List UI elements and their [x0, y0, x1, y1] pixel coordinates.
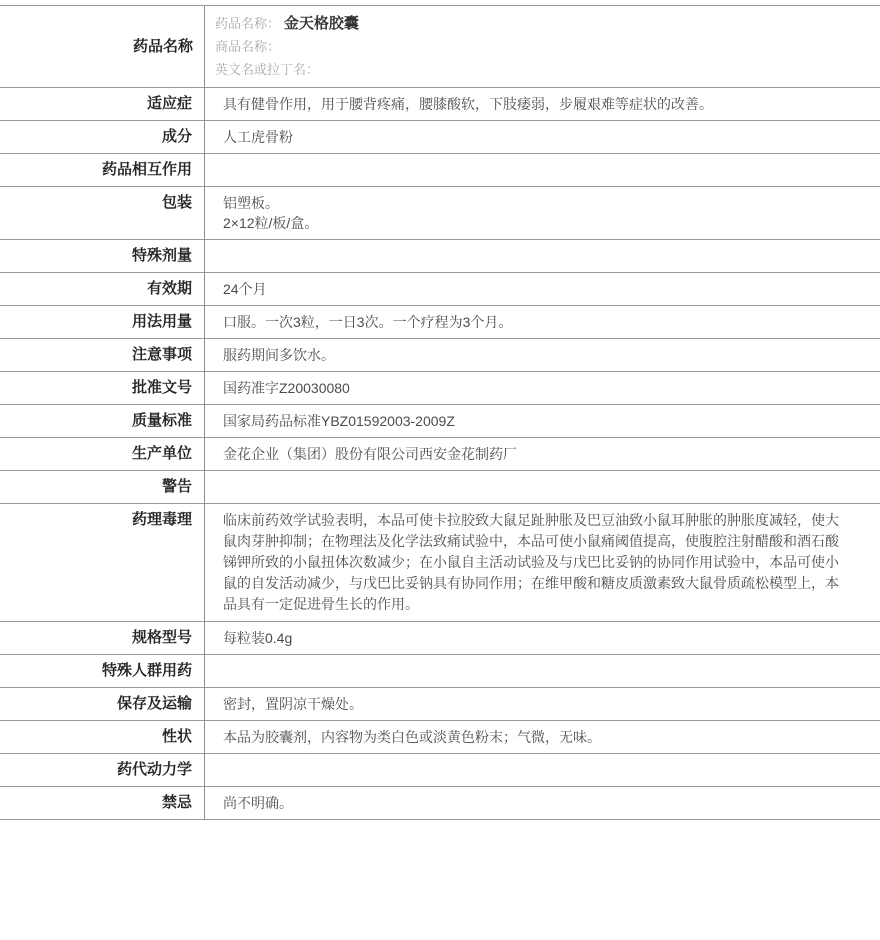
table-row-approval-number [0, 372, 880, 405]
table-row-packaging [0, 187, 880, 240]
row-label: 性状 [0, 721, 205, 753]
row-label: 注意事项 [0, 339, 205, 371]
row-label: 药品相互作用 [0, 154, 205, 186]
table-row-warning [0, 471, 880, 504]
row-value [205, 187, 880, 239]
drug-name-line [215, 12, 840, 35]
table-row-specification [0, 622, 880, 655]
row-label: 批准文号 [0, 372, 205, 404]
row-label: 成分 [0, 121, 205, 153]
row-label: 规格型号 [0, 622, 205, 654]
row-label: 警告 [0, 471, 205, 503]
row-label: 特殊剂量 [0, 240, 205, 272]
drug-info-table [0, 5, 880, 820]
table-row-special-dosage [0, 240, 880, 273]
table-row-pharmacology-toxicology [0, 504, 880, 622]
trade-name-prefix: 商品名称： [215, 39, 281, 54]
drug-name-value: 金天格胶囊 [283, 15, 359, 32]
row-label: 包装 [0, 187, 205, 239]
table-row-pharmacokinetics [0, 754, 880, 787]
row-value: 临床前药效学试验表明，本品可使卡拉胶致大鼠足趾肿胀及巴豆油致小鼠耳肿胀的肿胀度减轻，使大鼠肉芽肿抑制；在物理法及化学法致痛试验中，本品可使小鼠痛阈值提高，使腹腔注射醋酸和酒石酸锑钾所致的小鼠扭体次数减少；在小鼠自主活动试验及与戊巴比妥钠的协同作用试验中，本品可使小鼠的自发活动减少，与戊巴比妥钠具有协同作用；在维甲酸和糖皮质激素致大鼠骨质疏松模型上，本品具有一定促进骨生长的作用。 [223, 512, 839, 612]
drug-name-prefix: 药品名称： [215, 16, 281, 31]
package-line: 铝塑板。 [223, 195, 279, 211]
row-value: 人工虎骨粉 [223, 129, 293, 145]
trade-name-line [215, 35, 840, 58]
table-row-special-populations [0, 655, 880, 688]
table-row-storage-transport [0, 688, 880, 721]
row-label: 保存及运输 [0, 688, 205, 720]
row-label: 生产单位 [0, 438, 205, 470]
row-value: 每粒装0.4g [223, 630, 293, 646]
row-label: 药理毒理 [0, 504, 205, 621]
table-row-quality-standard [0, 405, 880, 438]
table-row-shelf-life [0, 273, 880, 306]
table-row-indications [0, 88, 880, 121]
table-row-contraindications [0, 787, 880, 820]
table-row-ingredients [0, 121, 880, 154]
row-value: 口服。一次3粒，一日3次。一个疗程为3个月。 [223, 314, 513, 330]
row-value: 24个月 [223, 281, 267, 297]
row-value-drug-name [205, 6, 880, 87]
row-value [205, 240, 880, 272]
row-label: 禁忌 [0, 787, 205, 819]
table-row-description [0, 721, 880, 754]
table-row-precautions [0, 339, 880, 372]
row-value [205, 754, 880, 786]
row-value: 尚不明确。 [223, 795, 293, 811]
row-label: 质量标准 [0, 405, 205, 437]
table-row-dosage-administration [0, 306, 880, 339]
row-value: 具有健骨作用，用于腰背疼痛，腰膝酸软，下肢痿弱，步履艰难等症状的改善。 [223, 96, 713, 112]
english-name-line [215, 58, 840, 81]
table-row-manufacturer [0, 438, 880, 471]
row-value: 金花企业（集团）股份有限公司西安金花制药厂 [223, 446, 517, 462]
english-name-prefix: 英文名或拉丁名： [215, 62, 320, 77]
row-label: 特殊人群用药 [0, 655, 205, 687]
column-divider [204, 6, 205, 87]
row-value [205, 655, 880, 687]
row-value: 国药准字Z20030080 [223, 380, 350, 396]
table-row-drug-interactions [0, 154, 880, 187]
row-value: 本品为胶囊剂，内容物为类白色或淡黄色粉末；气微，无味。 [223, 729, 601, 745]
row-label: 药代动力学 [0, 754, 205, 786]
row-label: 适应症 [0, 88, 205, 120]
row-value [205, 154, 880, 186]
row-label: 有效期 [0, 273, 205, 305]
row-value: 密封，置阴凉干燥处。 [223, 696, 363, 712]
package-line: 2×12粒/板/盒。 [223, 215, 319, 231]
row-label-drug-name: 药品名称 [132, 37, 193, 55]
row-label: 用法用量 [0, 306, 205, 338]
row-value: 国家局药品标准YBZ01592003-2009Z [223, 413, 455, 429]
table-row-drug-name [0, 6, 880, 88]
row-value [205, 471, 880, 503]
row-value: 服药期间多饮水。 [223, 347, 335, 363]
